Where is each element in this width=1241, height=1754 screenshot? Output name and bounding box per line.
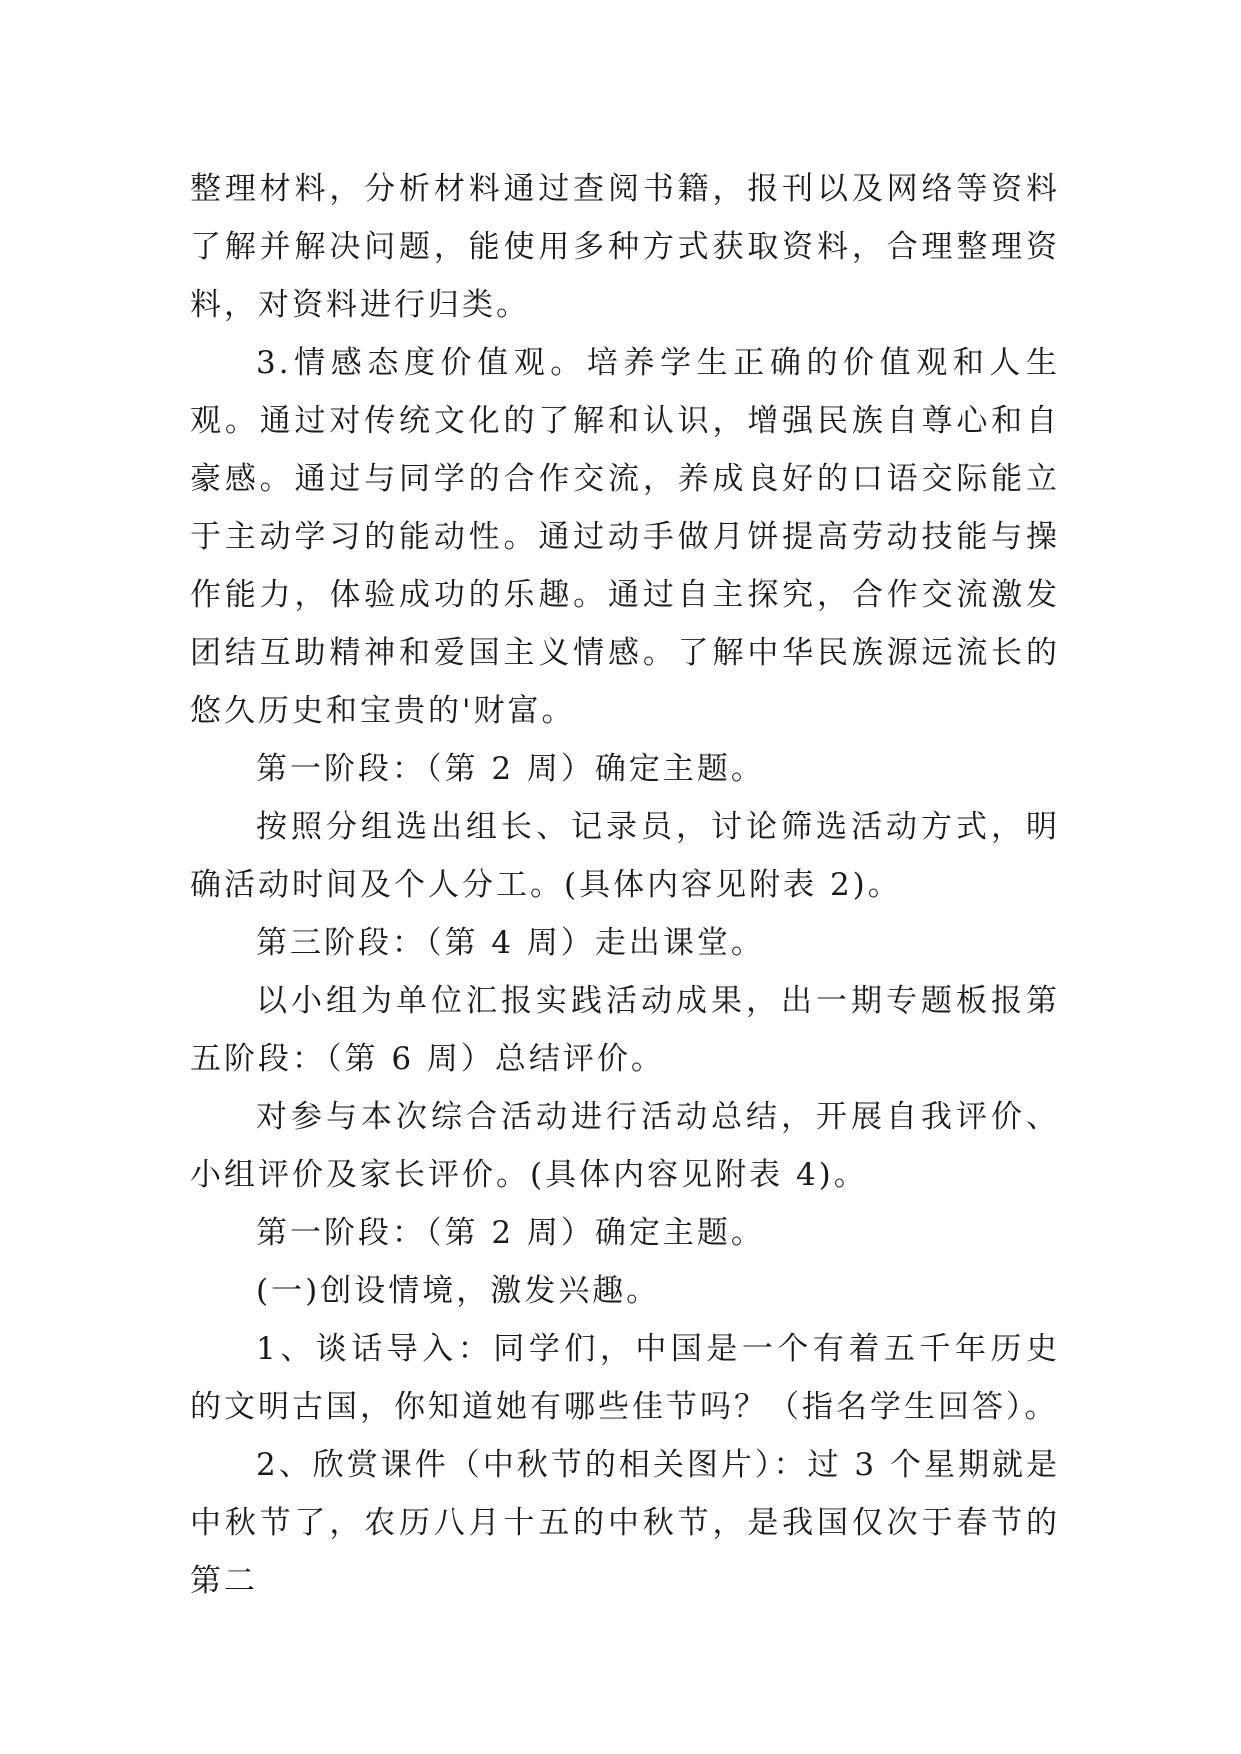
document-body [190, 160, 1060, 1610]
paragraph-situation: (一)创设情境，激发兴趣。 [256, 1273, 661, 1309]
paragraph-stage-3: 第三阶段：（第 4 周）走出课堂。 [256, 925, 765, 961]
paragraph-summary: 对参与本次综合活动进行活动总结，开展自我评价、小组评价及家长评价。(具体内容见附表 4)。 [190, 1099, 1060, 1193]
paragraph-courseware: 2、欣赏课件（中秋节的相关图片）：过 3 个星期就是中秋节了，农历八月十五的中秋节，是我国仅次于春节的第二 [190, 1447, 1060, 1599]
paragraph-values: 3.情感态度价值观。培养学生正确的价值观和人生观。通过对传统文化的了解和认识，增强民族自尊心和自豪感。通过与同学的合作交流，养成良好的口语交际能立于主动学习的能动性。通过动手做月饼提高劳动技能与操作能力，体验成功的乐趣。通过自主探究，合作交流激发团结互助精神和爱国主义情感。了解中华民族源远流长的悠久历史和宝贵的'财富。 [190, 345, 1060, 729]
paragraph-grouping: 按照分组选出组长、记录员，讨论筛选活动方式，明确活动时间及个人分工。(具体内容见附表 2)。 [190, 809, 1060, 903]
paragraph-report: 以小组为单位汇报实践活动成果，出一期专题板报第五阶段：（第 6 周）总结评价。 [190, 983, 1060, 1077]
paragraph-materials: 整理材料，分析材料通过查阅书籍，报刊以及网络等资料了解并解决问题，能使用多种方式获取资料，合理整理资料，对资料进行归类。 [190, 171, 1060, 323]
paragraph-intro: 1、谈话导入：同学们，中国是一个有着五千年历史的文明古国，你知道她有哪些佳节吗？（指名学生回答）。 [190, 1331, 1060, 1425]
paragraph-stage-1-repeat: 第一阶段：（第 2 周）确定主题。 [256, 1215, 765, 1251]
paragraph-stage-1: 第一阶段：（第 2 周）确定主题。 [256, 751, 765, 787]
